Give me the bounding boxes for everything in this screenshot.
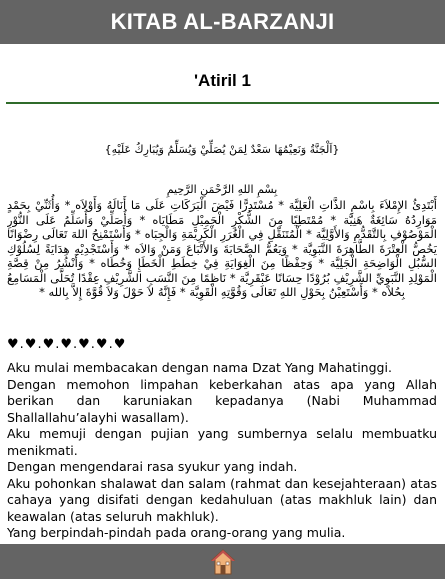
bottom-navigation-bar xyxy=(0,544,445,579)
arabic-verse: {اَلْجَنَّةُ وَنَعِيْمُهَا سَعْدٌ لِمَنْ يُصَلِّيْ وَيُسَلِّمُ وَيُبَارِكُ عَلَيْهِ} xyxy=(104,143,340,156)
reading-pane[interactable] xyxy=(7,110,437,542)
translation-paragraph: Aku mulai membacakan dengan nama Dzat Yang Mahatinggi. xyxy=(7,360,392,375)
translation-paragraph: Dengan memohon limpahan keberkahan atas apa yang Allah berikan dan karuniakan kepadanya (Nabi Muhammad Shallallahu’alayhi wasallam). xyxy=(7,376,437,425)
translation-text xyxy=(7,360,437,542)
app-header xyxy=(0,0,445,44)
home-button[interactable] xyxy=(208,547,238,577)
translation-paragraph: Dengan mengendarai rasa syukur yang indah. xyxy=(7,459,298,474)
home-icon xyxy=(211,549,235,575)
arabic-basmalah: بِسْمِ اللهِ الرَّحْمَنِ الرَّحِيمِ xyxy=(166,183,278,196)
translation-paragraph: Aku pohonkan shalawat dan salam (rahmat dan kesejahteraan) atas cahaya yang disifati dengan kedahuluan (atas makhluk lain) dan keawalan (atas seluruh makhluk). xyxy=(7,475,437,524)
hearts-separator: ♥.♥.♥.♥.♥.♥.♥ xyxy=(7,337,127,352)
chapter-title: 'Atiril 1 xyxy=(194,71,251,90)
arabic-body-text: أَبْتَدِئُ الإِمْلاَءَ بِاسْمِ الذَّاتِ الْعَلِيَّة * مُسْتَدِرًّا فَيْضَ الْبَرَكَاتِ عَلَى مَا أَنَالَهُ وَأَوْلاَه * وَأُثَنِّيْ بِحَمْدٍ مَوَارِدُهُ سَائِغَةٌ هَنِيَّة * مُمْتَطِيًا مِنَ الشُّكْرِ الْجَمِيْلِ مَطَايَاه * وَأُصَلِّيْ وَأُسَلِّمُ عَلَى النُّوْرِ الْمَوْصُوْفِ بِالتَّقَدُّمِ وَالأَوَّلِيَّة * الْمُتَنَقِّلِ فِي الْغُرَرِ الْكَرِيْمَةِ وَالْجِبَاه * وَأَسْتَمْنِحُ اللهَ تَعَالَى رِضْوَانًا يَخُصُّ الْعِتْرَةَ الطَّاهِرَةَ النَّبَوِيَّة * وَيَعُمُّ الصَّحَابَةَ وَالأَتْبَاعَ وَمَنْ وَالاَه * وَأَسْتَجْدِيْهِ هِدَايَةً لِسُلُوْكِ السُّبُلِ الْوَاضِحَةِ الْجَلِيَّة * وَحِفْظًا مِنَ الْغِوَايَةِ فِيْ خِطَطِ الْخَطَإِ وَخُطَاه * وَأَنْشُرُ مِنْ قِصَّةِ الْمَوْلِدِ النَّبَوِيِّ الشَّرِيْفِ بُرُوْدًا حِسَانًا عَبْقَرِيَّة * نَاظِمًا مِنَ النَّسَبِ الشَّرِيْفِ عِقْدًا تُحَلَّى الْمَسَامِعُ بِحُلاَه * وَأَسْتَعِيْنُ بِحَوْلِ اللهِ تَعَالَى وَقُوَّتِهِ الْقَوِيَّة * فَإِنَّهُ لاَ حَوْلَ وَلاَ قُوَّةَ إِلاَّ بِالله * xyxy=(7,198,437,299)
app-title: KITAB AL-BARZANJI xyxy=(110,9,335,34)
translation-paragraph: Aku memuji dengan pujian yang sumbernya selalu membuatku menikmati. xyxy=(7,426,437,458)
translation-paragraph: Yang berpindah-pindah pada orang-orang yang mulia. xyxy=(7,525,346,540)
heading-divider xyxy=(6,102,439,104)
